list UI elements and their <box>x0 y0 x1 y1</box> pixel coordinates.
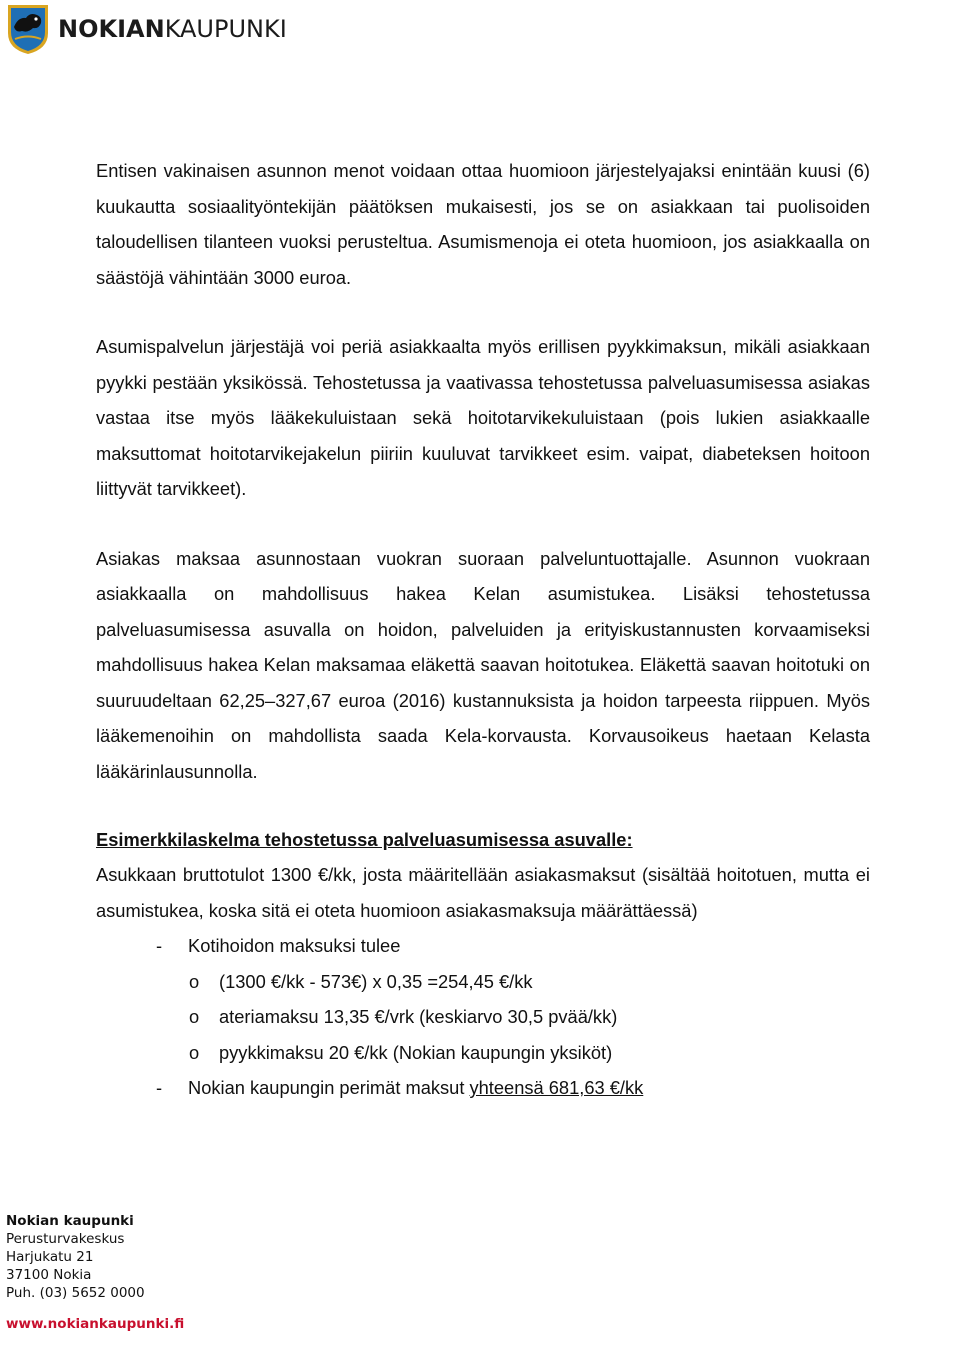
paragraph-gross-income: Asukkaan bruttotulot 1300 €/kk, josta määritellään asiakasmaksut (sisältää hoitotuen, mutta ei asumistukea, koska sitä ei oteta huomioon asiakasmaksuja määrättäessä) <box>96 864 870 921</box>
circle-marker: o <box>189 1006 200 1027</box>
brand-wordmark <box>58 17 287 41</box>
sub-list-item <box>96 1035 870 1071</box>
list-item-text: Kotihoidon maksuksi tulee <box>188 935 401 956</box>
circle-marker: o <box>189 970 200 992</box>
footer-street: Harjukatu 21 <box>6 1249 94 1265</box>
fee-list <box>96 928 870 1106</box>
footer-org: Nokian kaupunki <box>6 1213 134 1229</box>
sub-list-item <box>96 964 870 1000</box>
paragraph-housing-costs: Entisen vakinaisen asunnon menot voidaan ottaa huomioon järjestelyajaksi enintään kuusi (6) kuukautta sosiaalityöntekijän päätöksen mukaisesti, jos se on asiakkaan tai puolisoiden taloudellisen tilanteen vuoksi perusteltua. Asumismenoja ei oteta huomioon, jos asiakkaalla on säästöjä vähintään 3000 euroa. <box>96 160 870 288</box>
list-item <box>96 1070 870 1106</box>
nokia-crest-icon <box>6 3 50 55</box>
footer-phone: Puh. (03) 5652 0000 <box>6 1285 145 1301</box>
sub-list-item-text: (1300 €/kk - 573€) x 0,35 =254,45 €/kk <box>219 970 533 992</box>
dash-marker: - <box>156 935 163 956</box>
footer-website-link[interactable]: www.nokiankaupunki.fi <box>6 1316 185 1332</box>
example-heading: Esimerkkilaskelma tehostetussa palveluasumisessa asuvalle: <box>96 829 633 850</box>
footer-postal: 37100 Nokia <box>6 1267 92 1283</box>
document-body <box>96 153 870 1106</box>
footer-dept: Perusturvakeskus <box>6 1231 125 1247</box>
list-item-text: Nokian kaupungin perimät maksut <box>188 1077 470 1098</box>
paragraph-rent: Asiakas maksaa asunnostaan vuokran suoraan palveluntuottajalle. Asunnon vuokraan asiakkaalla on mahdollisuus hakea Kelan asumistukea. Lisäksi tehostetussa palveluasumisessa asuvalla on hoidon, palveluiden ja erityiskustannusten korvaamiseksi mahdollisuus hakea Kelan maksamaa eläkettä saavan hoitotukea. Eläkettä saavan hoitotuki on suuruudeltaan 62,25–327,67 euroa (2016) kustannuksista ja hoidon tarpeesta riippuen. Myös lääkemenoihin on mahdollista saada Kela-korvausta. Korvausoikeus haetaan Kelasta lääkärinlausunnolla. <box>96 547 870 782</box>
header-logo <box>6 2 287 56</box>
sub-list-item-text: ateriamaksu 13,35 €/vrk (keskiarvo 30,5 pvää/kk) <box>219 1006 618 1027</box>
circle-marker: o <box>189 1041 200 1063</box>
footer-contact <box>6 1212 184 1333</box>
list-item <box>96 928 870 964</box>
paragraph-laundry-fee: Asumispalvelun järjestäjä voi periä asiakkaalta myös erillisen pyykkimaksun, mikäli asiakkaan pyykki pestään yksikössä. Tehostetussa ja vaativassa tehostetussa palveluasumisessa asiakas vastaa itse myös lääkekuluistaan sekä hoitotarvikekuluistaan (pois lukien asiakkaalle maksuttomat hoitotarvikejakelun piiriin kuuluvat tarvikkeet esim. vaipat, diabeteksen hoitoon liittyvät tarvikkeet). <box>96 336 870 499</box>
dash-marker: - <box>156 1077 163 1098</box>
total-amount: yhteensä 681,63 €/kk <box>469 1077 644 1098</box>
sub-list-item <box>96 999 870 1035</box>
brand-light: KAUPUNKI <box>164 15 287 43</box>
brand-bold: NOKIAN <box>58 15 165 43</box>
sub-list-item-text: pyykkimaksu 20 €/kk (Nokian kaupungin yksiköt) <box>219 1041 613 1063</box>
